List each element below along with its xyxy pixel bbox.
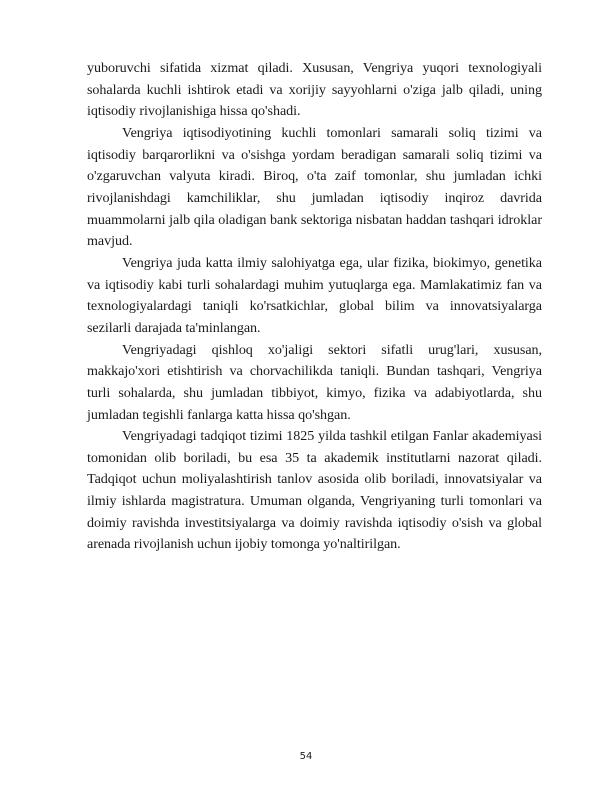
paragraph-4: Vengriyadagi qishloq xo'jaligi sektori sifatli urug'lari, xususan, makkajo'xori etishtirish va chorvachilikda taniqli. Bundan tashqari, Vengriya turli sohalarda, shu jumladan tibbiyot, kimyo, fizika va adabiyotlarda, shu jumladan tegishli fanlarga katta hissa qo'shgan.: [87, 341, 542, 423]
paragraph-1: yuboruvchi sifatida xizmat qiladi. Xususan, Vengriya yuqori texnologiyali sohalarda kuchli ishtirok etadi va xorijiy sayyohlarni o'ziga jalb qiladi, uning iqtisodiy rivojlanishiga hissa qo'shadi.: [87, 60, 542, 120]
paragraph-2: Vengriya iqtisodiyotining kuchli tomonlari samarali soliq tizimi va iqtisodiy barqarorlikni va o'sishga yordam beradigan samarali soliq tizimi va o'zgaruvchan valyuta kiradi. Biroq, o'ta zaif tomonlar, shu jumladan ichki rivojlanishdagi kamchiliklar, shu jumladan iqtisodiy inqiroz davrida muammolarni jalb qila oladigan bank sektoriga nisbatan haddan tashqari idroklar mavjud.: [87, 124, 542, 250]
page-number: 54: [299, 751, 313, 762]
body-text: [87, 58, 542, 556]
paragraph-5: Vengriyadagi tadqiqot tizimi 1825 yilda tashkil etilgan Fanlar akademiyasi tomonidan olib boriladi, bu esa 35 ta akademik institutlarni nazorat qiladi. Tadqiqot uchun moliyalashtirish tanlov asosida olib boriladi, innovatsiyalar va ilmiy ishlarda magistratura. Umuman olganda, Vengriyaning turli tomonlari va doimiy ravishda investitsiyalarga va doimiy ravishda iqtisodiy o'sish va global arenada rivojlanish uchun ijobiy tomonga yo'naltirilgan.: [87, 428, 542, 553]
paragraph-3: Vengriya juda katta ilmiy salohiyatga ega, ular fizika, biokimyo, genetika va iqtisodiy kabi turli sohalardagi muhim yutuqlarga ega. Mamlakatimiz fan va texnologiyalardagi taniqli ko'rsatkichlar, global bilim va innovatsiyalarga sezilarli darajada ta'minlangan.: [87, 254, 542, 336]
